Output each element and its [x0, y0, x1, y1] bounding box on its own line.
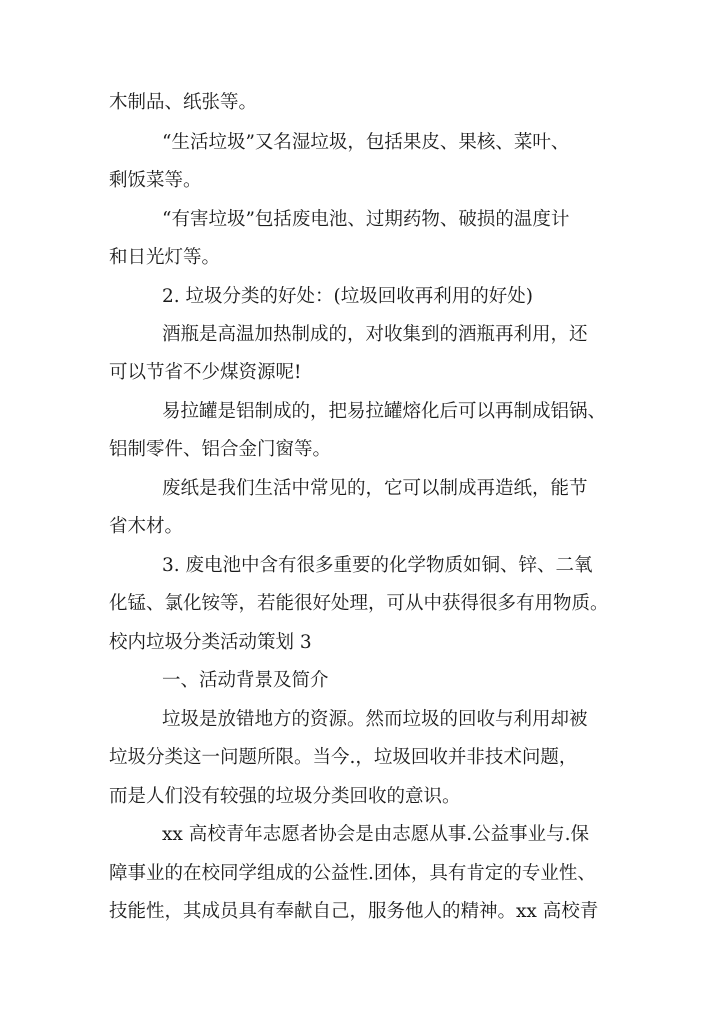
text-line: 易拉罐是铝制成的，把易拉罐熔化后可以再制成铝锅、: [162, 401, 607, 422]
text-line: 技能性，其成员具有奉献自己，服务他人的精神。xx 高校青: [109, 901, 599, 922]
section-heading: 一、活动背景及简介: [162, 670, 329, 691]
text-line: 酒瓶是高温加热制成的，对收集到的酒瓶再利用，还: [162, 324, 588, 345]
text-line: “生活垃圾”又名湿垃圾，包括果皮、果核、菜叶、: [162, 132, 570, 153]
text-line: 垃圾分类这一问题所限。当今.，垃圾回收并非技术问题，: [109, 747, 578, 768]
text-line: xx 高校青年志愿者协会是由志愿从事.公益事业与.保: [162, 824, 590, 845]
text-line: 3. 废电池中含有很多重要的化学物质如铜、锌、二氧: [162, 555, 593, 576]
text-line: 而是人们没有较强的垃圾分类回收的意识。: [109, 786, 461, 807]
text-line: 化锰、氯化铵等，若能很好处理，可从中获得很多有用物质。: [109, 593, 609, 614]
text-line: 铝制零件、铝合金门窗等。: [109, 439, 332, 460]
text-line: 省木材。: [109, 516, 184, 537]
text-line: 可以节省不少煤资源呢!: [109, 362, 302, 383]
text-line: “有害垃圾”包括废电池、过期药物、破损的温度计: [162, 209, 570, 230]
text-line: 剩饭菜等。: [109, 170, 202, 191]
text-line: 垃圾是放错地方的资源。然而垃圾的回收与利用却被: [162, 709, 588, 730]
section-title: 校内垃圾分类活动策划 3: [109, 632, 312, 653]
section-heading: 2. 垃圾分类的好处：(垃圾回收再利用的好处): [162, 286, 533, 307]
text-line: 废纸是我们生活中常见的，它可以制成再造纸，能节: [162, 478, 588, 499]
text-line: 木制品、纸张等。: [109, 92, 258, 113]
text-line: 和日光灯等。: [109, 247, 221, 268]
text-line: 障事业的在校同学组成的公益性.团体，具有肯定的专业性、: [109, 863, 596, 884]
